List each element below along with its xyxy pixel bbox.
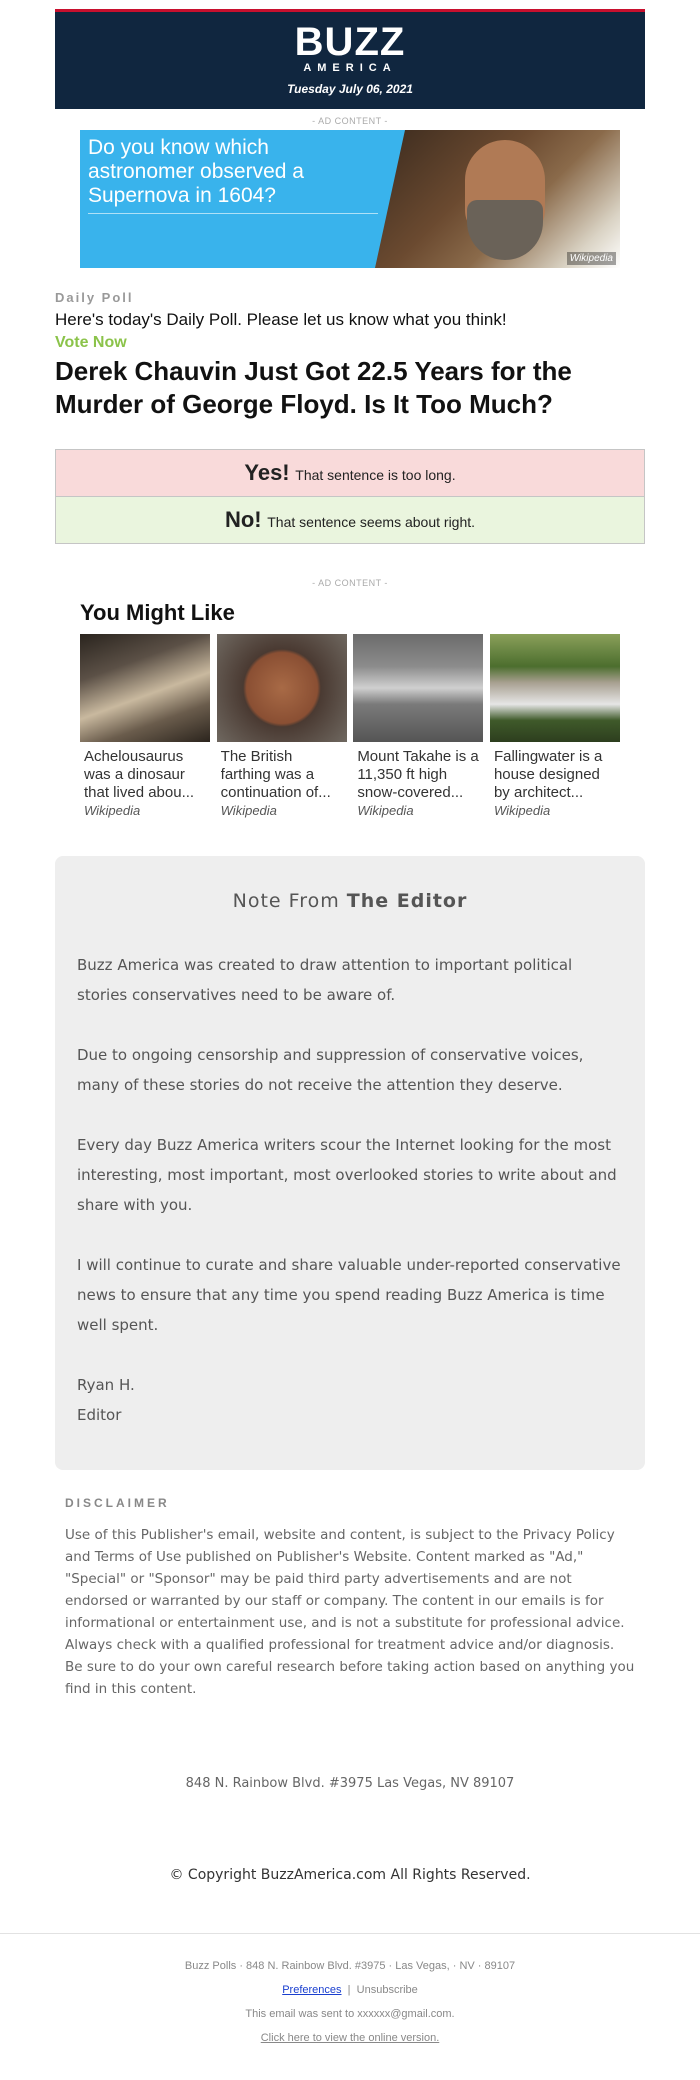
unsubscribe-link[interactable]: Unsubscribe [356,1984,418,1996]
poll-answer-no-button[interactable] [55,497,645,544]
editor-signature-role: Editor [77,1406,122,1424]
disclaimer-text: Use of this Publisher's email, website and content, is subject to the Privacy Policy and Terms of Use published on Publisher's Website. Content marked as "Ad," "Special" or "Sponsor" may be paid third party advertisements and are not endorsed or warranted by our staff or company. The content in our emails is for informational or entertainment use, and is not a substitute for professional advice. Always check with a qualified professional for treatment advice and/or diagnosis. Be sure to do your own careful research before taking action based on anything you find in this content. [65,1527,635,1697]
logo-subtitle: AMERICA [303,62,397,74]
ad-credit: Wikipedia [567,252,616,265]
recommendation-tile[interactable] [353,634,483,818]
editor-paragraph: Buzz America was created to draw attention to important political stories conservatives need to be aware of. [77,956,573,1004]
poll-answer-no-text: That sentence seems about right. [267,514,476,530]
poll-question: Derek Chauvin Just Got 22.5 Years for the Murder of George Floyd. Is It Too Much? [55,356,572,419]
editor-note-title: Note From The Editor [232,890,468,912]
farthing-coin-image[interactable] [217,634,347,742]
recommendation-tile[interactable] [490,634,620,818]
poll-kicker: Daily Poll [55,290,134,305]
ad-divider [88,213,378,214]
recommendation-caption[interactable]: The British farthing was a continuation of... [220,748,331,801]
recommendation-caption[interactable]: Mount Takahe is a 11,350 ft high snow-covered... [357,748,479,801]
poll-answer-yes-button[interactable] [55,449,645,497]
preferences-link[interactable]: Preferences [282,1984,342,1996]
masthead [55,9,645,109]
poll-answer-yes-label: Yes! [244,460,290,485]
poll-intro: Here's today's Daily Poll. Please let us know what you think! [55,310,507,329]
mailing-address: 848 N. Rainbow Blvd. #3975 Las Vegas, NV 89107 [185,1776,515,1791]
mountain-aerial-image[interactable] [353,634,483,742]
footer-postal-address: Buzz Polls · 848 N. Rainbow Blvd. #3975 · Las Vegas, · NV · 89107 [184,1960,516,1972]
footer-links [0,1978,700,2002]
you-might-like-title: You Might Like [80,600,235,625]
editor-paragraph: Due to ongoing censorship and suppression of conservative voices, many of these stories do not receive the attention they deserve. [77,1046,584,1094]
dinosaur-skull-image[interactable] [80,634,210,742]
recommendations [80,634,620,818]
editor-paragraph: I will continue to curate and share valuable under-reported conservative news to ensure that any time you spend reading Buzz America is time well spent. [77,1256,621,1334]
recommendation-source: Wikipedia [493,803,551,818]
editor-paragraph: Every day Buzz America writers scour the Internet looking for the most interesting, most important, most overlooked stories to write about and share with you. [77,1136,617,1214]
disclaimer-heading: DISCLAIMER [65,1496,170,1510]
email-body [55,9,645,1883]
poll-answer-yes-text: That sentence is too long. [295,467,456,483]
footer-separator: | [347,1984,351,1996]
recommendation-tile[interactable] [80,634,210,818]
logo-wordmark[interactable]: BUZZ [294,20,406,64]
copyright-notice: © Copyright BuzzAmerica.com All Rights Reserved. [169,1867,531,1883]
recommendation-source: Wikipedia [220,803,277,818]
email-footer [0,1933,700,2050]
ad-portrait-image [375,130,620,268]
editor-note [55,856,645,1470]
vote-now-label: Vote Now [55,334,127,351]
fallingwater-house-image[interactable] [490,634,620,742]
recommendation-source: Wikipedia [357,803,414,818]
recommendation-source: Wikipedia [84,803,141,818]
recommendation-caption[interactable]: Fallingwater is a house designed by architect... [493,748,603,801]
ad-banner-text: Do you know which astronomer observed a Supernova in 1604? [88,136,304,207]
disclaimer [55,1470,645,1700]
ad-label: - AD CONTENT - [312,116,388,126]
recommendation-caption[interactable]: Achelousaurus was a dinosaur that lived abou... [84,748,195,801]
issue-date: Tuesday July 06, 2021 [287,82,413,96]
recommendation-tile[interactable] [217,634,347,818]
ad-banner[interactable] [80,130,620,268]
poll-answer-no-label: No! [224,507,262,532]
ad-label: - AD CONTENT - [312,578,388,588]
footer-sent-to: This email was sent to xxxxxx@gmail.com. [245,2008,455,2020]
view-online-link[interactable]: Click here to view the online version. [260,2032,440,2044]
editor-signature-name: Ryan H. [77,1376,135,1394]
ad-portrait-beard [467,200,543,260]
